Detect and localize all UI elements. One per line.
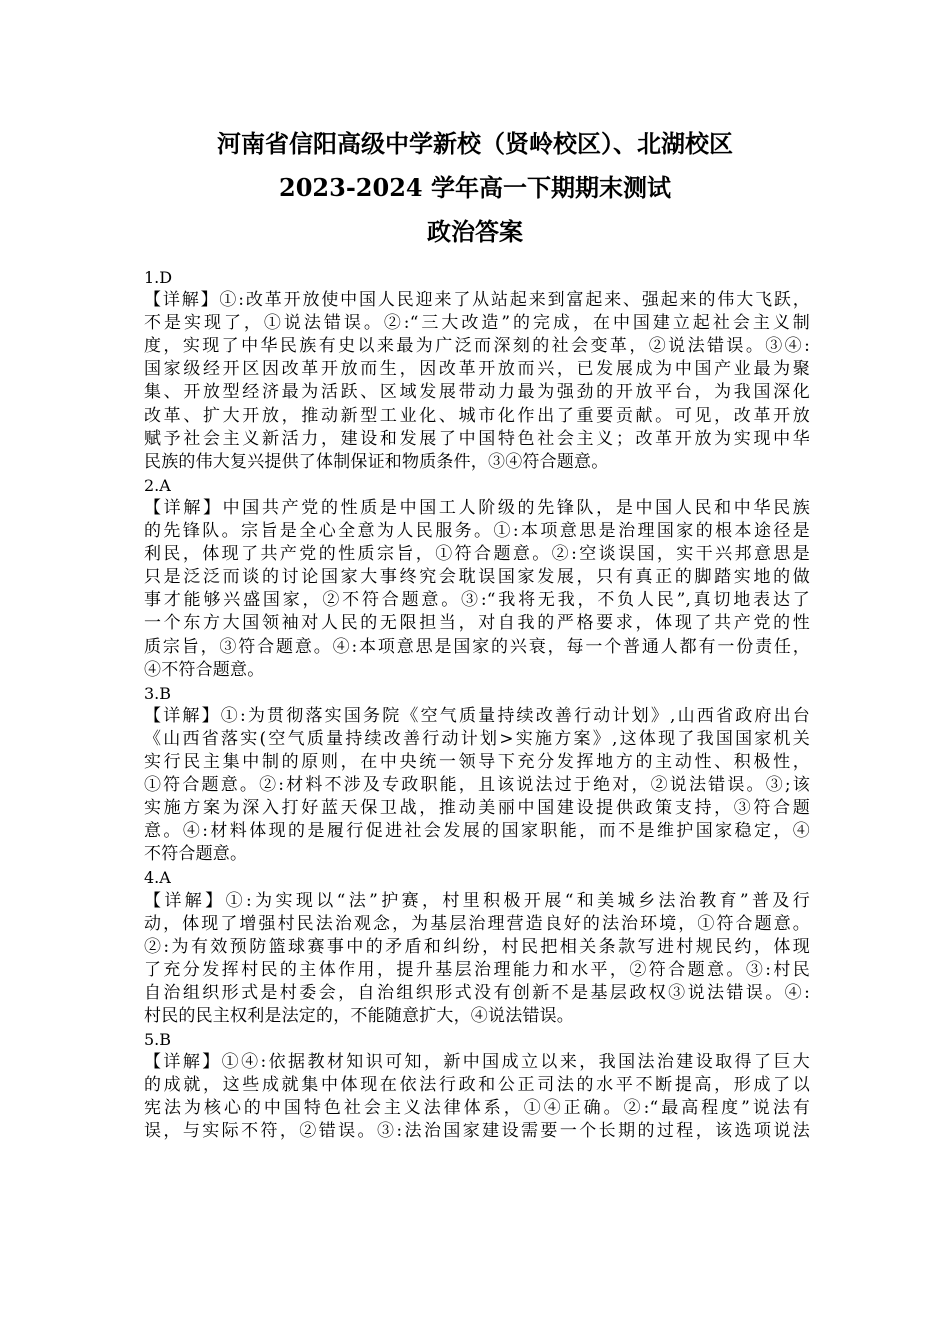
- answer-item: [144, 682, 810, 867]
- explanation-line: 动，体现了增强村民法治观念，为基层治理营造良好的法治环境，①符合题意。: [144, 913, 810, 934]
- explanation-line: 国家级经开区因改革开放而生，因改革开放而兴，已发展成为中国产业最为聚: [144, 359, 810, 380]
- explanation-line: 只是泛泛而谈的讨论国家大事终究会耽误国家发展，只有真正的脚踏实地的做: [144, 567, 810, 588]
- explanation-line: 集、开放型经济最为活跃、区域发展带动力最为强劲的开放平台，为我国深化: [144, 382, 810, 403]
- answer-item: [144, 474, 810, 682]
- explanation-line: 【详解】中国共产党的性质是中国工人阶级的先锋队，是中国人民和中华民族: [144, 497, 810, 518]
- explanation-line: 赋予社会主义新活力，建设和发展了中国特色社会主义；改革开放为实现中华: [144, 428, 810, 449]
- explanation-line: ④不符合题意。: [144, 659, 265, 680]
- explanation-line: 宪法为核心的中国特色社会主义法律体系，①④正确。②:“最高程度”说法有: [144, 1098, 810, 1119]
- explanation-line: 【详解】①:改革开放使中国人民迎来了从站起来到富起来、强起来的伟大飞跃，: [144, 290, 810, 311]
- exam-title: 2023-2024 学年高一下期期末测试: [279, 173, 671, 202]
- answer-item: [144, 866, 810, 1028]
- explanation-line: 意。④:材料体现的是履行促进社会发展的国家职能，而不是维护国家稳定，④: [144, 821, 810, 842]
- explanation-line: 误，与实际不符，②错误。③:法治国家建设需要一个长期的过程，该选项说法: [144, 1121, 810, 1142]
- explanation-line: 《山西省落实(空气质量持续改善行动计划>实施方案》,这体现了我国国家机关: [144, 728, 810, 749]
- explanation-line: 实施方案为深入打好蓝天保卫战，推动美丽中国建设提供政策支持，③符合题: [144, 798, 810, 819]
- school-title: 河南省信阳高级中学新校（贤岭校区）、北湖校区: [217, 129, 733, 158]
- explanation-line: 的先锋队。宗旨是全心全意为人民服务。①:本项意思是治理国家的根本途径是: [144, 521, 810, 542]
- explanation-line: 村民的民主权利是法定的，不能随意扩大，④说法错误。: [144, 1006, 574, 1026]
- document-header: [0, 122, 950, 254]
- explanation-line: 【详解】①:为贯彻落实国务院《空气质量持续改善行动计划》,山西省政府出台: [144, 705, 810, 726]
- explanation-line: 度，实现了中华民族有史以来最为广泛而深刻的社会变革，②说法错误。③④:: [144, 336, 810, 357]
- explanation-line: 的成就，这些成就集中体现在依法行政和公正司法的水平不断提高，形成了以: [144, 1075, 810, 1096]
- explanation-line: 【详解】①:为实现以“法”护赛，村里积极开展“和美城乡法治教育”普及行: [144, 890, 810, 911]
- explanation-line: ①符合题意。②:材料不涉及专政职能，且该说法过于绝对，②说法错误。③;该: [144, 775, 810, 796]
- explanation-line: 实行民主集中制的原则，在中央统一领导下充分发挥地方的主动性、积极性，: [144, 751, 810, 772]
- explanation-line: 了充分发挥村民的主体作用，提升基层治理能力和水平，②符合题意。③:村民: [144, 959, 810, 980]
- explanation-line: 改革、扩大开放，推动新型工业化、城市化作出了重要贡献。可见，改革开放: [144, 405, 810, 426]
- explanation-line: 民族的伟大复兴提供了体制保证和物质条件，③④符合题意。: [144, 451, 609, 472]
- explanation-line: 一个东方大国领袖对人民的无限担当，对自我的严格要求，体现了共产党的性: [144, 613, 810, 634]
- explanation-line: 利民，体现了共产党的性质宗旨，①符合题意。②:空谈误国，实干兴邦意思是: [144, 544, 810, 565]
- explanation-line: ②:为有效预防篮球赛事中的矛盾和纠纷，村民把相关条款写进村规民约，体现: [144, 936, 810, 957]
- explanation-line: 不符合题意。: [144, 844, 248, 865]
- answer-number: 3.B: [144, 683, 172, 703]
- answer-item: [144, 1028, 810, 1143]
- answer-number: 1.D: [144, 268, 173, 287]
- answer-number: 2.A: [144, 475, 171, 495]
- explanation-line: 质宗旨，③符合题意。④:本项意思是国家的兴衰，每一个普通人都有一份责任，: [144, 636, 810, 657]
- answer-number: 4.A: [144, 868, 171, 888]
- answer-item: [144, 266, 810, 474]
- explanation-line: 不是实现了，①说法错误。②:“三大改造”的完成，在中国建立起社会主义制: [144, 313, 810, 334]
- explanation-line: 自治组织形式是村委会，自治组织形式没有创新不是基层政权③说法错误。④:: [144, 982, 810, 1003]
- explanation-line: 【详解】①④:依据教材知识可知，新中国成立以来，我国法治建设取得了巨大: [144, 1052, 810, 1073]
- subject-title: 政治答案: [427, 217, 523, 246]
- explanation-line: 事才能够兴盛国家，②不符合题意。③:“我将无我，不负人民”,真切地表达了: [144, 590, 810, 611]
- answer-list: [144, 266, 810, 1144]
- answer-number: 5.B: [144, 1030, 172, 1050]
